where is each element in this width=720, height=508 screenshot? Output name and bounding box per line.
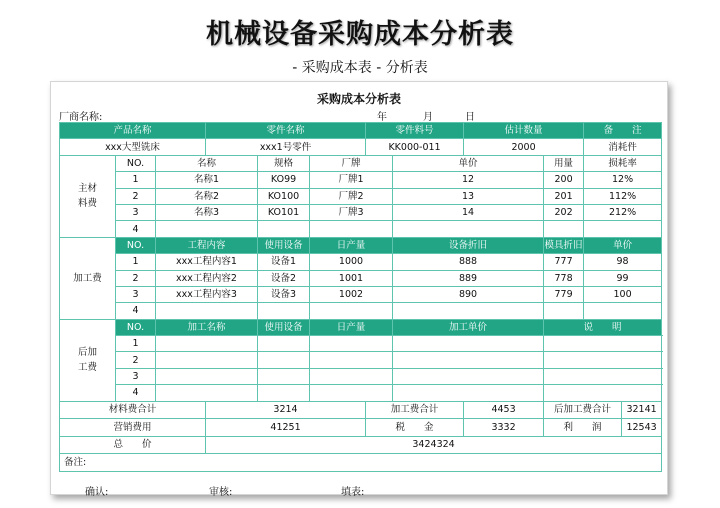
table-column-header: 日产量 — [310, 237, 393, 253]
profit-label: 利 润 — [544, 419, 622, 437]
total-price-row — [60, 436, 662, 454]
table-cell[interactable] — [393, 336, 544, 352]
table-cell[interactable]: 2 — [116, 188, 156, 204]
review-label: 审核: — [209, 487, 233, 498]
table-cell[interactable] — [310, 336, 393, 352]
table-cell[interactable] — [156, 336, 258, 352]
table-column-header: 厂牌 — [310, 155, 393, 171]
table-cell[interactable]: 777 — [544, 254, 584, 270]
estimated-quantity-cell[interactable]: 2000 — [464, 139, 584, 155]
table-cell[interactable]: KO100 — [258, 188, 310, 204]
table-cell[interactable]: 3 — [116, 368, 156, 384]
table-column-header: 说 明 — [544, 319, 662, 335]
table-cell[interactable] — [156, 221, 258, 237]
sales-cost-label: 营销费用 — [60, 419, 206, 437]
table-row — [60, 352, 662, 368]
table-cell[interactable]: 厂牌3 — [310, 204, 393, 220]
table-cell[interactable] — [544, 221, 584, 237]
table-column-header: 加工单价 — [393, 319, 544, 335]
table-column-header: 工程内容 — [156, 237, 258, 253]
table-row — [60, 336, 662, 352]
table-cell[interactable]: 3 — [116, 204, 156, 220]
table-row — [60, 286, 662, 302]
table-column-header: 名称 — [156, 155, 258, 171]
confirm-label: 确认: — [85, 487, 109, 498]
table-column-header: 日产量 — [310, 319, 393, 335]
table-cell[interactable]: 1 — [116, 336, 156, 352]
table-cell[interactable] — [393, 368, 544, 384]
processing-header-row — [60, 237, 662, 253]
table-row — [60, 188, 662, 204]
table-column-header: 规格 — [258, 155, 310, 171]
table-cell[interactable] — [544, 368, 662, 384]
table-cell[interactable]: 99 — [584, 270, 662, 286]
table-column-header: NO. — [116, 319, 156, 335]
post-processing-header-row — [60, 319, 662, 335]
material-total-value[interactable]: 3214 — [206, 401, 366, 419]
table-cell[interactable]: 201 — [544, 188, 584, 204]
tax-label: 税 金 — [366, 419, 464, 437]
date-month-label: 月 — [423, 112, 433, 123]
table-cell[interactable] — [258, 221, 310, 237]
table-cell[interactable] — [258, 385, 310, 401]
table-cell[interactable]: 212% — [584, 204, 662, 220]
table-cell[interactable]: 名称1 — [156, 172, 258, 188]
table-column-header: 用量 — [544, 155, 584, 171]
date-day-label: 日 — [465, 112, 475, 123]
table-column-header: 单价 — [584, 237, 662, 253]
table-row — [60, 270, 662, 286]
table-cell[interactable] — [258, 336, 310, 352]
total-price-value[interactable]: 3424324 — [206, 436, 662, 454]
table-cell[interactable]: 4 — [116, 303, 156, 319]
cost-table — [59, 122, 662, 472]
material-section-label: 主材 料费 — [60, 155, 116, 237]
table-cell[interactable]: 888 — [393, 254, 544, 270]
post-processing-total-value[interactable]: 32141 — [622, 401, 662, 419]
table-cell[interactable]: 202 — [544, 204, 584, 220]
table-cell[interactable]: 779 — [544, 286, 584, 302]
table-cell[interactable]: 14 — [393, 204, 544, 220]
table-cell[interactable]: 1 — [116, 254, 156, 270]
material-header-row — [60, 155, 662, 171]
vendor-label: 厂商名称: — [59, 112, 103, 123]
table-cell[interactable]: 100 — [584, 286, 662, 302]
post-processing-section-label: 后加 工费 — [60, 319, 116, 401]
table-cell[interactable]: 设备2 — [258, 270, 310, 286]
table-cell[interactable]: 厂牌2 — [310, 188, 393, 204]
part-name-header: 零件名称 — [206, 123, 366, 139]
sales-cost-value[interactable]: 41251 — [206, 419, 366, 437]
table-column-header: 使用设备 — [258, 319, 310, 335]
table-cell[interactable]: xxx工程内容3 — [156, 286, 258, 302]
table-column-header: 设备折旧 — [393, 237, 544, 253]
table-cell[interactable]: xxx工程内容2 — [156, 270, 258, 286]
product-row — [60, 139, 662, 155]
table-cell[interactable]: 889 — [393, 270, 544, 286]
processing-section-label: 加工费 — [60, 237, 116, 319]
table-cell[interactable]: 3 — [116, 286, 156, 302]
table-row — [60, 368, 662, 384]
tax-value[interactable]: 3332 — [464, 419, 544, 437]
table-cell[interactable]: 设备3 — [258, 286, 310, 302]
table-cell[interactable]: KO101 — [258, 204, 310, 220]
remarks-cell[interactable]: 消耗件 — [584, 139, 662, 155]
table-column-header: 损耗率 — [584, 155, 662, 171]
table-cell[interactable]: 2 — [116, 352, 156, 368]
processing-total-label: 加工费合计 — [366, 401, 464, 419]
table-row — [60, 204, 662, 220]
remarks-header: 备 注 — [584, 123, 662, 139]
table-cell[interactable]: 98 — [584, 254, 662, 270]
totals-row — [60, 401, 662, 419]
table-cell[interactable] — [258, 303, 310, 319]
estimated-quantity-header: 估计数量 — [464, 123, 584, 139]
table-cell[interactable] — [393, 221, 544, 237]
table-cell[interactable]: 12 — [393, 172, 544, 188]
table-column-header: 加工名称 — [156, 319, 258, 335]
post-processing-total-label: 后加工费合计 — [544, 401, 622, 419]
table-cell[interactable]: 12% — [584, 172, 662, 188]
table-cell[interactable] — [393, 385, 544, 401]
processing-total-value[interactable]: 4453 — [464, 401, 544, 419]
table-row — [60, 385, 662, 401]
table-cell[interactable] — [258, 368, 310, 384]
table-cell[interactable]: 13 — [393, 188, 544, 204]
table-cell[interactable] — [258, 352, 310, 368]
table-cell[interactable]: 2 — [116, 270, 156, 286]
page-subtitle: - 采购成本表 - 分析表 — [292, 60, 428, 76]
table-cell[interactable]: 设备1 — [258, 254, 310, 270]
product-name-header: 产品名称 — [60, 123, 206, 139]
table-column-header: 单价 — [393, 155, 544, 171]
table-cell[interactable]: 4 — [116, 385, 156, 401]
product-header-row — [60, 123, 662, 139]
table-column-header: 模具折旧 — [544, 237, 584, 253]
sheet-title: 采购成本分析表 — [316, 92, 401, 106]
table-cell[interactable] — [393, 352, 544, 368]
prepared-by-label: 填表: — [341, 487, 365, 498]
table-cell[interactable] — [310, 368, 393, 384]
material-total-label: 材料费合计 — [60, 401, 206, 419]
profit-value[interactable]: 12543 — [622, 419, 662, 437]
table-cell[interactable]: 112% — [584, 188, 662, 204]
table-column-header: NO. — [116, 155, 156, 171]
table-cell[interactable]: 778 — [544, 270, 584, 286]
table-cell[interactable]: 1002 — [310, 286, 393, 302]
table-cell[interactable]: 名称3 — [156, 204, 258, 220]
table-row — [60, 254, 662, 270]
date-year-label: 年 — [377, 112, 387, 123]
table-column-header: NO. — [116, 237, 156, 253]
table-cell[interactable] — [393, 303, 544, 319]
table-cell[interactable]: 890 — [393, 286, 544, 302]
worksheet — [50, 81, 668, 498]
table-row — [60, 172, 662, 188]
table-cell[interactable] — [156, 352, 258, 368]
table-cell[interactable] — [156, 303, 258, 319]
table-cell[interactable] — [310, 221, 393, 237]
table-cell[interactable] — [544, 303, 584, 319]
remarks-label[interactable]: 备注: — [60, 454, 662, 472]
table-cell[interactable] — [156, 368, 258, 384]
table-cell[interactable]: 4 — [116, 221, 156, 237]
table-cell[interactable]: 1000 — [310, 254, 393, 270]
table-cell[interactable]: KO99 — [258, 172, 310, 188]
table-cell[interactable] — [310, 385, 393, 401]
table-cell[interactable]: 名称2 — [156, 188, 258, 204]
table-cell[interactable]: 1001 — [310, 270, 393, 286]
page-title: 机械设备采购成本分析表 — [206, 19, 514, 50]
part-name-cell[interactable]: xxx1号零件 — [206, 139, 366, 155]
totals-row — [60, 419, 662, 437]
table-cell[interactable]: 200 — [544, 172, 584, 188]
table-column-header: 使用设备 — [258, 237, 310, 253]
table-cell[interactable]: xxx工程内容1 — [156, 254, 258, 270]
part-number-cell[interactable]: KK000-011 — [366, 139, 464, 155]
table-cell[interactable]: 厂牌1 — [310, 172, 393, 188]
part-number-header: 零件料号 — [366, 123, 464, 139]
table-cell[interactable] — [544, 336, 662, 352]
table-cell[interactable] — [544, 352, 662, 368]
table-cell[interactable]: 1 — [116, 172, 156, 188]
table-row — [60, 221, 662, 237]
table-cell[interactable] — [544, 385, 662, 401]
table-cell[interactable] — [584, 303, 662, 319]
table-row — [60, 303, 662, 319]
table-cell[interactable] — [310, 303, 393, 319]
remarks-row — [60, 454, 662, 472]
table-cell[interactable] — [156, 385, 258, 401]
total-price-label: 总 价 — [60, 436, 206, 454]
table-cell[interactable] — [310, 352, 393, 368]
product-name-cell[interactable]: xxx大型铣床 — [60, 139, 206, 155]
table-cell[interactable] — [584, 221, 662, 237]
